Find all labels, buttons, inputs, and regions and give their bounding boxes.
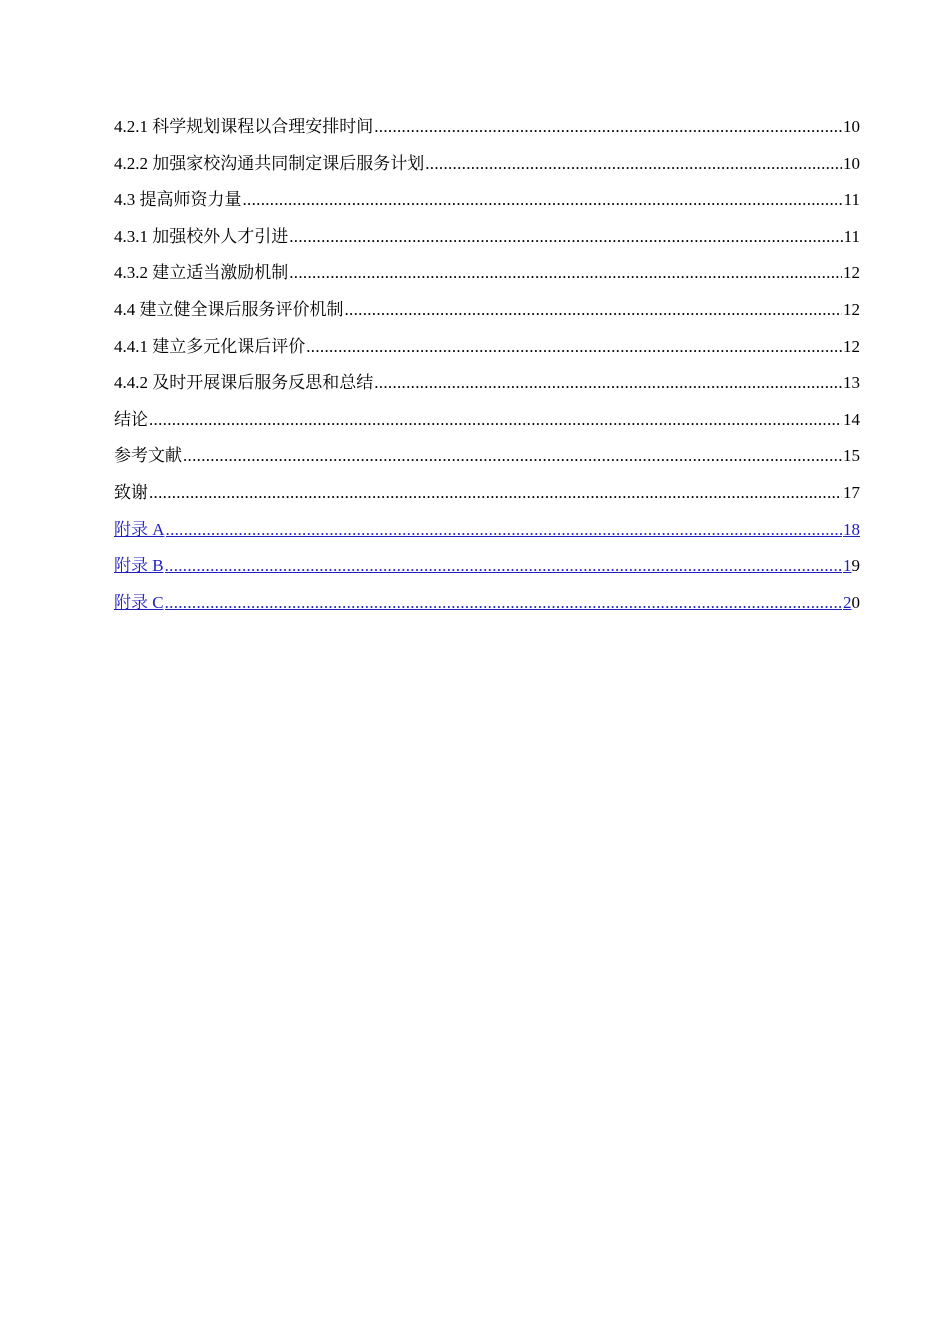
toc-entry-title: 4.2.2 加强家校沟通共同制定课后服务计划 [114,153,425,173]
toc-entry-page: 10 [843,117,860,136]
toc-dot-leader [183,441,842,471]
toc-link-appendix-b[interactable] [114,551,860,588]
toc-entry-title: 4.3.2 建立适当激励机制 [114,263,289,283]
toc-link-appendix-c[interactable] [114,588,860,625]
toc-link-page-first[interactable]: 1 [843,556,852,576]
toc-dot-leader[interactable] [166,515,842,545]
toc-entry-page: 10 [843,153,860,173]
toc-entry [114,222,860,259]
toc-entry-page: 13 [843,373,860,393]
toc-link-page-first[interactable]: 2 [843,592,852,612]
toc-entry [114,149,860,186]
toc-entry-page: 11 [843,226,860,246]
toc-entry-page: 12 [843,336,860,356]
toc-dot-leader [149,405,842,435]
toc-link-page-rest: 0 [851,592,860,612]
table-of-contents [114,112,860,624]
toc-link-title[interactable]: 附录 C [114,592,164,612]
toc-entry [114,368,860,405]
toc-link-title[interactable]: 附录 A [114,519,165,539]
toc-entry-title: 4.3 提高师资力量 [114,190,242,210]
toc-entry [114,441,860,478]
toc-entry [114,405,860,442]
toc-link-page[interactable] [843,588,860,618]
toc-entry [114,332,860,369]
toc-entry-page: 17 [843,482,860,502]
toc-entry [114,112,860,149]
toc-dot-leader [345,295,843,325]
toc-entry [114,295,860,332]
toc-entry-title: 参考文献 [114,446,182,466]
toc-entry [114,185,860,222]
toc-entry-page: 14 [843,409,860,429]
toc-entry-page: 12 [843,263,860,283]
toc-dot-leader [149,478,842,508]
toc-dot-leader [289,222,842,252]
toc-dot-leader [425,149,842,179]
toc-entry-title: 4.4.2 及时开展课后服务反思和总结 [114,373,374,393]
toc-dot-leader[interactable] [165,588,842,618]
toc-entry-title: 结论 [114,409,148,429]
toc-entry-title: 4.4.1 建立多元化课后评价 [114,336,306,356]
toc-entry-title: 4.2.1 科学规划课程以合理安排时间 [114,117,374,136]
toc-dot-leader [306,332,842,362]
toc-link-page-rest: 9 [851,556,860,576]
toc-entry [114,478,860,515]
toc-dot-leader [374,112,842,142]
toc-dot-leader[interactable] [165,551,842,581]
toc-link-title[interactable]: 附录 B [114,556,164,576]
toc-entry-title: 4.4 建立健全课后服务评价机制 [114,299,344,319]
toc-entry-page: 15 [843,446,860,466]
toc-entry-page: 12 [843,299,860,319]
toc-entry [114,258,860,295]
toc-link-page[interactable]: 18 [843,519,860,539]
toc-entry-page: 11 [843,190,860,210]
toc-dot-leader [243,185,843,215]
toc-link-page[interactable] [843,551,860,581]
toc-link-appendix-a[interactable] [114,515,860,552]
toc-entry-title: 致谢 [114,482,148,502]
toc-dot-leader [289,258,842,288]
toc-dot-leader [374,368,842,398]
toc-entry-title: 4.3.1 加强校外人才引进 [114,226,289,246]
